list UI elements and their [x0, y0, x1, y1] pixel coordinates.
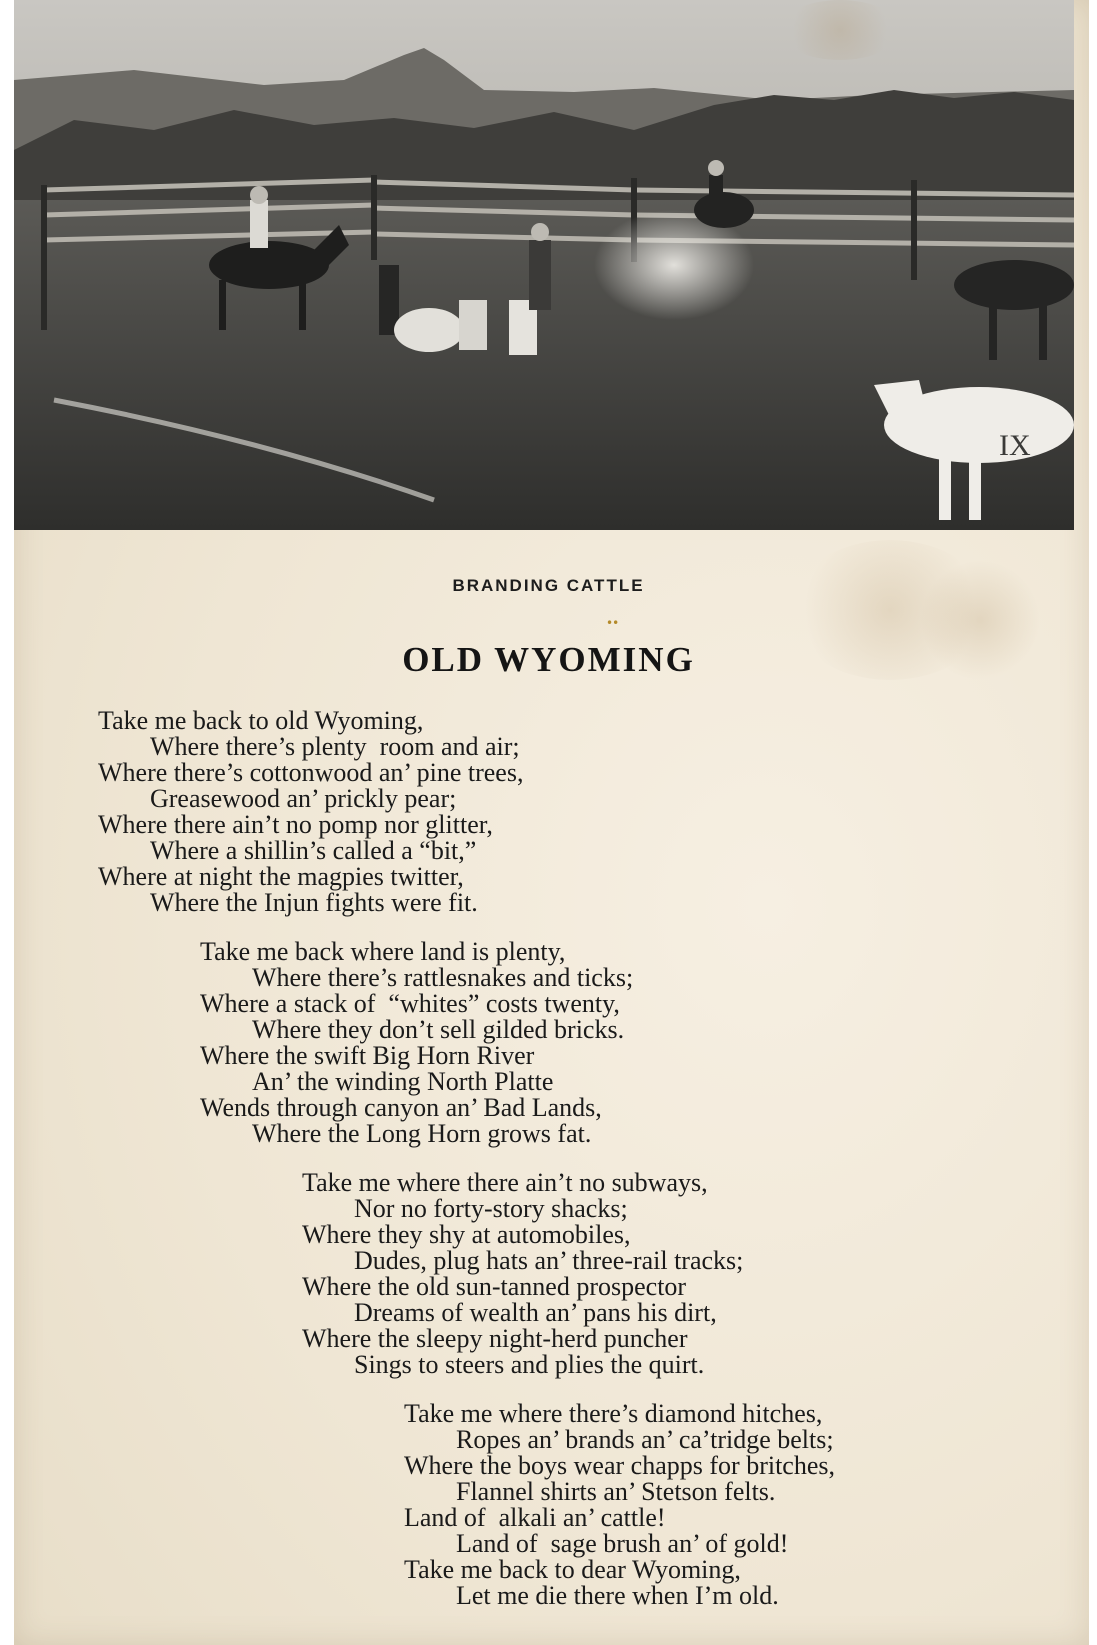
photo-illustration [14, 0, 1074, 530]
poem-line: Where there ain’t no pomp nor glitter, [98, 810, 493, 839]
poem-line: Take me back to old Wyoming, [98, 706, 424, 735]
poem-line: Where they don’t sell gilded bricks. [252, 1015, 625, 1044]
poem-line: Land of alkali an’ cattle! [404, 1503, 666, 1532]
poem-line: Dudes, plug hats an’ three-rail tracks; [354, 1246, 744, 1275]
poem-line: Where the boys wear chapps for britches, [404, 1451, 835, 1480]
poem-line: Where there’s cottonwood an’ pine trees, [98, 758, 524, 787]
poem-line: Where at night the magpies twitter, [98, 862, 464, 891]
ornament: •• [606, 616, 619, 630]
poem-line: Where the sleepy night-herd puncher [302, 1324, 688, 1353]
poem-line: Dreams of wealth an’ pans his dirt, [354, 1298, 717, 1327]
poem-line: Where there’s plenty room and air; [150, 732, 520, 761]
poem-line: Where there’s rattlesnakes and ticks; [252, 963, 634, 992]
poem-line: Where the swift Big Horn River [200, 1041, 535, 1070]
photo-caption: BRANDING CATTLE [452, 576, 645, 595]
poem-line: Where the Injun fights were fit. [150, 888, 478, 917]
poem-line: Land of sage brush an’ of gold! [456, 1529, 789, 1558]
poem-title: OLD WYOMING [402, 640, 695, 679]
poem-line: Where they shy at automobiles, [302, 1220, 631, 1249]
poem-line: Where a shillin’s called a “bit,” [150, 836, 477, 865]
paper-stain [780, 0, 900, 60]
poem-line: An’ the winding North Platte [252, 1067, 554, 1096]
stanza-2 [200, 939, 633, 1147]
poem-line: Take me where there’s diamond hitches, [404, 1399, 823, 1428]
poem-line: Take me back where land is plenty, [200, 937, 566, 966]
poem-line: Flannel shirts an’ Stetson felts. [456, 1477, 776, 1506]
poem-line: Greasewood an’ prickly pear; [150, 784, 457, 813]
stanza-3 [302, 1170, 743, 1378]
stanza-1 [98, 708, 523, 916]
poem-line: Where a stack of “whites” costs twenty, [200, 989, 620, 1018]
stanza-4 [404, 1401, 835, 1609]
branding-cattle-photo [14, 0, 1074, 530]
poem-line: Take me back to dear Wyoming, [404, 1555, 741, 1584]
poem-line: Ropes an’ brands an’ ca’tridge belts; [456, 1425, 834, 1454]
poem-line: Nor no forty-story shacks; [354, 1194, 628, 1223]
poem-line: Sings to steers and plies the quirt. [354, 1350, 705, 1379]
poem-line: Take me where there ain’t no subways, [302, 1168, 708, 1197]
poem-line: Where the old sun-tanned prospector [302, 1272, 687, 1301]
poem-line: Wends through canyon an’ Bad Lands, [200, 1093, 602, 1122]
poem-line: Let me die there when I’m old. [456, 1581, 779, 1610]
poem-line: Where the Long Horn grows fat. [252, 1119, 592, 1148]
svg-text:IX: IX [999, 429, 1031, 462]
